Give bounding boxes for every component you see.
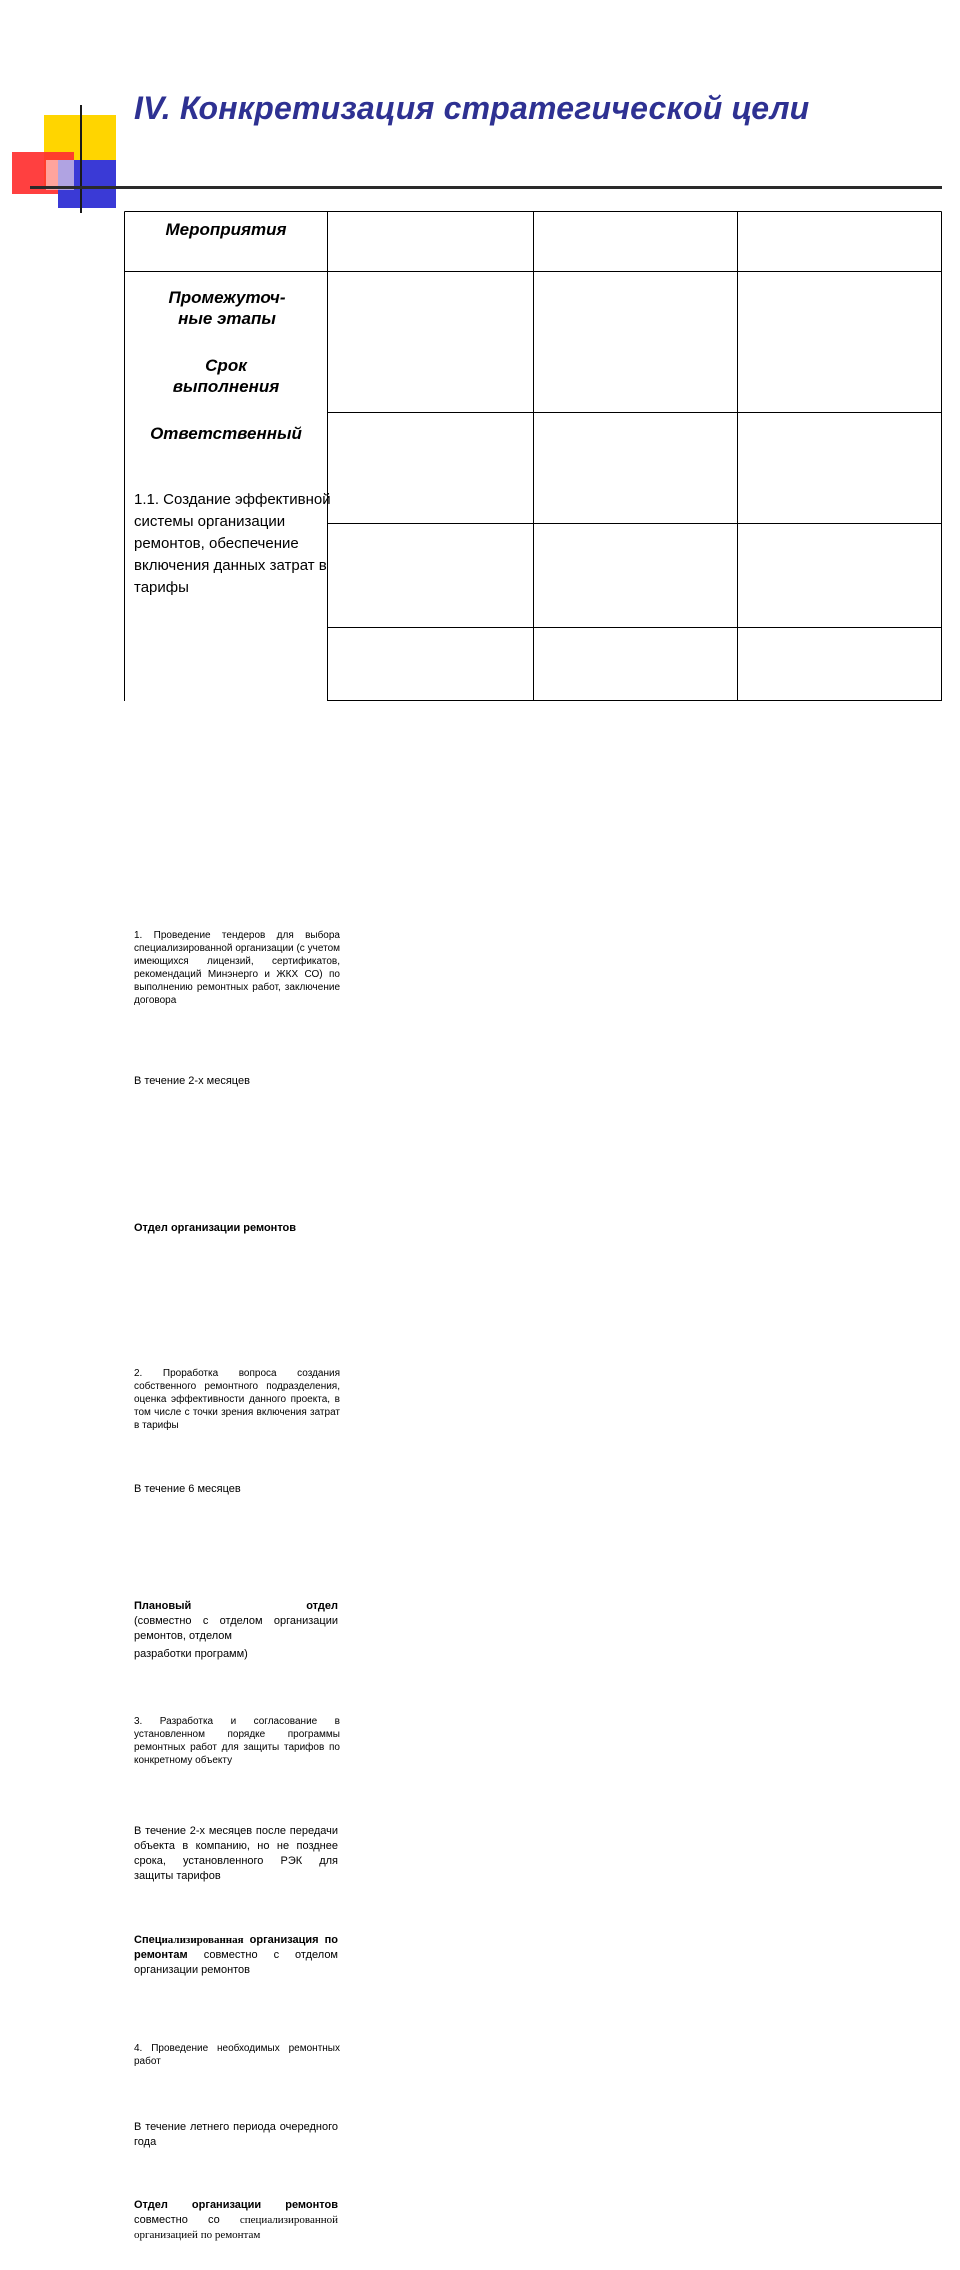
responsible-2-rest: (совместно с отделом организации ремонтов, отделом: [134, 1615, 338, 1642]
stage-4: 4. Проведение необходимых ремонтных работ: [134, 2043, 340, 2067]
responsible-2-extra: разработки программ): [134, 1648, 248, 1660]
responsible-4-serif: специализированной организацией по ремонтам: [134, 2214, 338, 2241]
term-4: В течение летнего периода очередного года: [134, 2121, 338, 2148]
responsible-3-serif: иализированная: [161, 1934, 244, 1946]
responsible-3-bold-b: организация по ремонтам: [134, 1934, 338, 1961]
activity-cell: 1.1. Создание эффективной системы организации ремонтов, обеспечение включения данных затрат в тарифы: [134, 491, 331, 596]
header-term-text: Срок выполнения: [172, 356, 280, 396]
logo-vertical-line: [80, 105, 82, 213]
responsible-3-bold-a: Спец: [134, 1934, 162, 1946]
header-activities: Мероприятия: [165, 220, 287, 239]
header-responsible: Ответственный: [150, 424, 302, 443]
term-2: В течение 6 месяцев: [134, 1483, 241, 1495]
title-underline: [30, 186, 942, 189]
stage-3: 3. Разработка и согласование в установленном порядке программы ремонтных работ для защиты тарифов по конкретному объекту: [134, 1716, 340, 1766]
responsible-1-bold: Отдел организации ремонтов: [134, 1222, 297, 1234]
responsible-2: [124, 1593, 348, 1709]
term-3: В течение 2-х месяцев после передачи объекта в компанию, но не позднее срока, установленного РЭК для защиты тарифов: [134, 1825, 338, 1882]
table-grid: [124, 211, 942, 701]
responsible-4-plain: совместно со: [134, 2214, 220, 2226]
stage-2: 2. Проработка вопроса создания собственного ремонтного подразделения, оценка эффективности данного проекта, в том числе с точки зрения включения затрат в тарифы: [134, 1368, 340, 1431]
responsible-3-rest: совместно с отделом организации ремонтов: [134, 1949, 338, 1976]
responsible-2-bold: Плановый отдел: [134, 1600, 338, 1612]
responsible-4-bold: Отдел организации ремонтов: [134, 2199, 338, 2211]
header-stages-text: Промежуточ-ные этапы: [168, 288, 286, 328]
strategy-table: [124, 211, 942, 2241]
responsible-3: [124, 1927, 348, 2036]
term-1: В течение 2-х месяцев: [134, 1075, 250, 1087]
responsible-4: [124, 2192, 348, 2270]
slide-title: IV. Конкретизация стратегической цели: [134, 90, 810, 126]
stage-1: 1. Проведение тендеров для выбора специализированной организации (с учетом имеющихся лицензий, сертификатов, рекомендаций Минэнерго и ЖКХ СО) по выполнению ремонтных работ, заключение договора: [134, 930, 340, 1006]
responsible-1: [124, 1215, 348, 1361]
